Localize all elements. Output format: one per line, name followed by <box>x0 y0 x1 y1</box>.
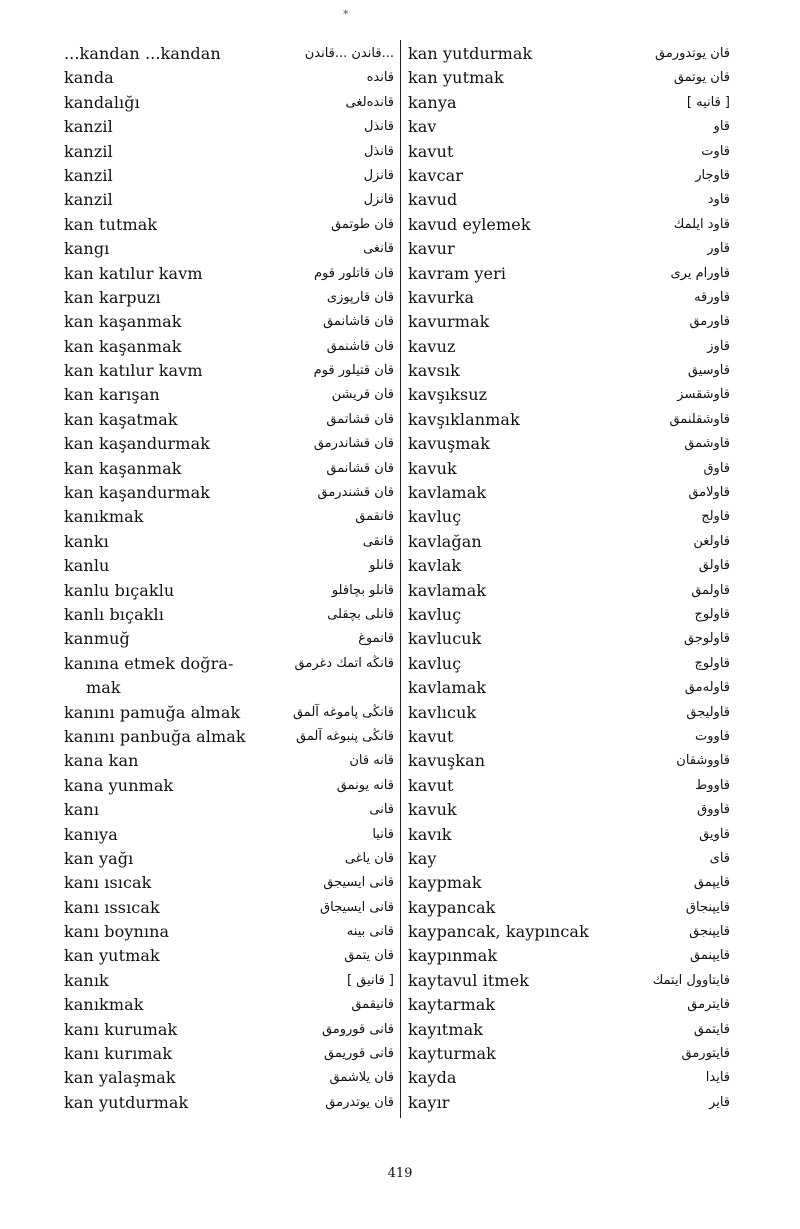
entry-latin: kana yunmak <box>64 775 174 795</box>
entry-arabic: قان يلاشمق <box>329 1070 394 1086</box>
entry-latin: kanıya <box>64 824 118 844</box>
dictionary-entry <box>408 383 730 407</box>
dictionary-entry <box>408 505 730 529</box>
entry-latin: kan yutmak <box>408 68 504 88</box>
dictionary-entry <box>64 383 394 407</box>
entry-arabic: قان قريشن <box>331 387 394 403</box>
entry-latin: kavud <box>408 190 458 210</box>
entry-latin: kanıkmak <box>64 995 144 1015</box>
entry-latin: kavluç <box>408 604 462 624</box>
dictionary-entry <box>408 774 730 798</box>
entry-arabic: قاووق <box>697 802 730 818</box>
entry-arabic: قان قشاندرمق <box>313 436 394 452</box>
entry-arabic: قاوق <box>703 460 730 476</box>
entry-latin: kavut <box>408 726 454 746</box>
entry-latin: kanlu <box>64 556 110 576</box>
entry-arabic: قانه قان <box>349 753 394 769</box>
entry-latin: kanık <box>64 970 109 990</box>
entry-arabic: قانغى <box>363 241 394 257</box>
entry-latin: kaypancak, kaypıncak <box>408 922 589 942</box>
entry-latin: kanı ısıcak <box>64 873 152 893</box>
entry-latin: kan karpuzı <box>64 287 161 307</box>
entry-arabic: قانى قورومق <box>321 1021 394 1037</box>
dictionary-entry <box>64 115 394 139</box>
dictionary-entry <box>408 920 730 944</box>
dictionary-entry <box>408 579 730 603</box>
dictionary-entry <box>408 335 730 359</box>
entry-arabic: قاود ايلمك <box>673 216 730 232</box>
dictionary-entry <box>408 749 730 773</box>
entry-arabic: قانزل <box>363 192 394 208</box>
entry-arabic: قان ياغى <box>344 850 394 866</box>
dictionary-entry <box>64 188 394 212</box>
entry-arabic: قاوجار <box>695 167 730 183</box>
entry-arabic: قاولوچ <box>694 655 730 671</box>
entry-arabic: قانى قوريمق <box>324 1046 394 1062</box>
dictionary-entry <box>64 1042 394 1066</box>
dictionary-entry <box>408 237 730 261</box>
dictionary-entry <box>408 530 730 554</box>
entry-latin: kaypınmak <box>408 946 498 966</box>
entry-arabic: ...قاندن ...قاندن <box>304 46 394 61</box>
dictionary-entry <box>64 359 394 383</box>
entry-arabic: قانه يونمق <box>336 777 394 793</box>
dictionary-entry <box>408 823 730 847</box>
entry-arabic: قايپنجق <box>689 924 730 940</box>
entry-latin: kavluç <box>408 507 462 527</box>
dictionary-entry <box>64 725 394 749</box>
entry-latin: kavuz <box>408 336 456 356</box>
entry-latin: kavsık <box>408 361 460 381</box>
entry-arabic: قان يوتدرمق <box>325 1094 394 1110</box>
entry-latin: kavurka <box>408 287 475 307</box>
entry-latin: kaytavul itmek <box>408 970 530 990</box>
dictionary-entry <box>64 774 394 798</box>
entry-arabic: قاولەمق <box>684 680 730 696</box>
entry-arabic: قايتاوول ايتمك <box>652 972 730 988</box>
dictionary-entry <box>408 725 730 749</box>
dictionary-entry <box>408 140 730 164</box>
entry-latin: kanı kurımak <box>64 1044 173 1064</box>
entry-arabic: قاوت <box>701 143 730 159</box>
entry-latin: kavşıksuz <box>408 385 488 405</box>
entry-arabic: قانڭه اتمك دغرمق <box>294 655 394 671</box>
entry-arabic: قانده <box>366 70 394 86</box>
entry-latin: mak <box>86 678 121 698</box>
entry-arabic: قاولغن <box>693 533 730 549</box>
entry-latin: kanlı bıçaklı <box>64 604 164 624</box>
entry-latin: kan kaşandurmak <box>64 483 211 503</box>
entry-arabic: قانذل <box>363 143 394 159</box>
entry-arabic: قاوشقلنمق <box>669 411 730 427</box>
entry-latin: kavcar <box>408 165 464 185</box>
dictionary-entry <box>64 505 394 529</box>
entry-latin: kavşıklanmak <box>408 409 520 429</box>
dictionary-entry <box>64 1066 394 1090</box>
dictionary-entry <box>408 896 730 920</box>
entry-arabic: قانى ايسيجق <box>323 875 394 891</box>
dictionary-entry <box>64 676 394 700</box>
entry-arabic: قايترمق <box>687 997 730 1013</box>
entry-latin: kanını pamuğa almak <box>64 702 241 722</box>
entry-latin: kaytarmak <box>408 995 496 1015</box>
dictionary-entry <box>64 823 394 847</box>
dictionary-entry <box>64 91 394 115</box>
entry-arabic: قانيقمق <box>351 997 394 1013</box>
entry-latin: kangı <box>64 239 110 259</box>
dictionary-entry <box>64 554 394 578</box>
entry-latin: kavık <box>408 824 452 844</box>
entry-arabic: قان يوتدورمق <box>655 46 730 61</box>
entry-arabic: قاويق <box>699 826 730 842</box>
entry-latin: kanlu bıçaklu <box>64 580 175 600</box>
entry-latin: kavram yeri <box>408 263 507 283</box>
dictionary-entry <box>64 749 394 773</box>
column-divider <box>400 40 401 1118</box>
dictionary-entry <box>64 871 394 895</box>
entry-arabic: قاولق <box>698 558 730 574</box>
entry-arabic: قان قشندرمق <box>317 485 394 501</box>
dictionary-entry <box>64 627 394 651</box>
top-mark: * <box>343 8 349 21</box>
dictionary-entry <box>64 335 394 359</box>
entry-latin: kaypancak <box>408 897 496 917</box>
dictionary-entry <box>408 262 730 286</box>
entry-arabic: قاورمق <box>689 314 730 330</box>
entry-arabic: قانلى بچقلى <box>327 606 394 622</box>
entry-arabic: قان قاتلور قوم <box>313 265 394 281</box>
entry-latin: kaypmak <box>408 873 482 893</box>
entry-arabic: قان قشانمق <box>326 460 394 476</box>
entry-latin: kayıtmak <box>408 1019 484 1039</box>
entry-latin: kavlağan <box>408 531 482 551</box>
dictionary-entry <box>64 262 394 286</box>
entry-latin: kavlıcuk <box>408 702 477 722</box>
entry-latin: kan kaşandurmak <box>64 434 211 454</box>
right-column <box>408 42 730 1115</box>
entry-arabic: قايپنمق <box>690 948 730 964</box>
entry-arabic: قانلو <box>369 558 394 574</box>
entry-arabic: قانڭى پنبوغه آلمق <box>296 728 394 744</box>
entry-arabic: قاود <box>707 192 730 208</box>
entry-latin: ...kandan ...kandan <box>64 44 221 63</box>
dictionary-entry <box>408 676 730 700</box>
entry-arabic: قانڭى پاموغه آلمق <box>292 704 394 720</box>
dictionary-entry <box>408 481 730 505</box>
dictionary-entry <box>408 871 730 895</box>
entry-latin: kav <box>408 117 437 137</box>
dictionary-entry <box>64 969 394 993</box>
dictionary-entry <box>64 140 394 164</box>
dictionary-entry <box>64 310 394 334</box>
entry-latin: kavuşkan <box>408 751 486 771</box>
dictionary-entry <box>64 432 394 456</box>
dictionary-entry <box>64 798 394 822</box>
entry-latin: kanzil <box>64 117 113 137</box>
dictionary-entry <box>408 847 730 871</box>
entry-latin: kan yalaşmak <box>64 1068 176 1088</box>
entry-arabic: قاولامق <box>688 485 730 501</box>
entry-latin: kavur <box>408 239 455 259</box>
entry-arabic: قاوشقسز <box>677 387 730 403</box>
entry-latin: kan kaşanmak <box>64 312 182 332</box>
entry-latin: kanıkmak <box>64 507 144 527</box>
entry-arabic: قايپنجاق <box>685 899 730 915</box>
entry-arabic: قايتمق <box>693 1021 730 1037</box>
entry-arabic: قايپمق <box>693 875 730 891</box>
entry-arabic: قاولوج <box>694 606 730 622</box>
entry-latin: kanmuğ <box>64 629 130 649</box>
entry-latin: kanı <box>64 800 100 820</box>
dictionary-entry <box>64 42 394 66</box>
entry-latin: kandalığı <box>64 92 140 112</box>
entry-latin: kanzil <box>64 165 113 185</box>
entry-latin: kan kaşatmak <box>64 409 178 429</box>
dictionary-entry <box>408 91 730 115</box>
dictionary-entry <box>64 701 394 725</box>
dictionary-entry <box>408 310 730 334</box>
dictionary-entry <box>408 944 730 968</box>
dictionary-entry <box>64 1018 394 1042</box>
entry-arabic: قانذل <box>363 119 394 135</box>
entry-latin: kanzil <box>64 190 113 210</box>
entry-latin: kayır <box>408 1092 450 1112</box>
entry-latin: kavuşmak <box>408 434 490 454</box>
entry-latin: kanzil <box>64 141 113 161</box>
dictionary-entry <box>408 66 730 90</box>
dictionary-entry <box>64 66 394 90</box>
entry-arabic: [ قانيق ] <box>347 972 394 988</box>
dictionary-entry <box>408 627 730 651</box>
entry-arabic: قاورام يرى <box>670 265 730 281</box>
entry-arabic: قاو <box>713 119 730 135</box>
entry-arabic: قانى <box>369 802 394 818</box>
dictionary-entry <box>64 896 394 920</box>
entry-latin: kavut <box>408 141 454 161</box>
entry-latin: kan katılur kavm <box>64 361 203 381</box>
entry-latin: kankı <box>64 531 109 551</box>
dictionary-entry <box>408 213 730 237</box>
entry-latin: kayda <box>408 1068 457 1088</box>
dictionary-entry <box>408 554 730 578</box>
entry-arabic: قاوسيق <box>687 363 730 379</box>
entry-latin: kan kaşanmak <box>64 458 182 478</box>
dictionary-entry <box>64 993 394 1017</box>
entry-arabic: قان يوتمق <box>673 70 730 86</box>
dictionary-entry <box>64 213 394 237</box>
entry-arabic: قاى <box>709 850 730 866</box>
dictionary-entry <box>408 652 730 676</box>
entry-arabic: قاور <box>707 241 730 257</box>
entry-latin: kavlamak <box>408 678 487 698</box>
dictionary-entry <box>64 408 394 432</box>
dictionary-entry <box>64 164 394 188</box>
entry-latin: kavlucuk <box>408 629 482 649</box>
entry-arabic: قانلو بچاقلو <box>331 582 394 598</box>
dictionary-entry <box>408 1042 730 1066</box>
dictionary-entry <box>408 701 730 725</box>
entry-latin: kan yağı <box>64 848 134 868</box>
entry-latin: kavlak <box>408 556 462 576</box>
dictionary-entry <box>408 115 730 139</box>
entry-arabic: قاووشقان <box>676 753 730 769</box>
entry-latin: kan yutmak <box>64 946 160 966</box>
dictionary-entry <box>64 847 394 871</box>
dictionary-entry <box>408 457 730 481</box>
entry-arabic: قاوشمق <box>684 436 730 452</box>
entry-latin: kavlamak <box>408 483 487 503</box>
entry-arabic: قاندەلغى <box>345 94 394 110</box>
entry-arabic: [ قانيه ] <box>686 94 730 110</box>
dictionary-entry <box>408 164 730 188</box>
entry-arabic: قاولج <box>701 509 730 525</box>
entry-latin: kanına etmek doğra- <box>64 653 234 673</box>
dictionary-entry <box>64 1091 394 1115</box>
dictionary-entry <box>408 969 730 993</box>
entry-latin: kavuk <box>408 800 457 820</box>
dictionary-entry <box>408 408 730 432</box>
dictionary-entry <box>64 286 394 310</box>
dictionary-entry <box>64 652 394 676</box>
entry-latin: kan yutdurmak <box>64 1092 189 1112</box>
entry-latin: kavuk <box>408 458 457 478</box>
entry-latin: kan tutmak <box>64 214 158 234</box>
entry-arabic: قانقمق <box>355 509 394 525</box>
entry-arabic: قان قتيلور قوم <box>313 363 394 379</box>
entry-arabic: قاووط <box>695 777 730 793</box>
entry-arabic: قاولمق <box>691 582 730 598</box>
entry-arabic: قان طوتمق <box>331 216 394 232</box>
dictionary-entry <box>64 481 394 505</box>
entry-arabic: قانقى <box>362 533 394 549</box>
entry-latin: kanı boynına <box>64 922 170 942</box>
entry-latin: kan katılur kavm <box>64 263 203 283</box>
dictionary-entry <box>64 603 394 627</box>
dictionary-entry <box>408 42 730 66</box>
dictionary-entry <box>408 359 730 383</box>
entry-arabic: قايدا <box>705 1070 730 1086</box>
entry-latin: kavut <box>408 775 454 795</box>
entry-latin: kanda <box>64 68 114 88</box>
entry-latin: kanya <box>408 92 457 112</box>
dictionary-entry <box>64 579 394 603</box>
entry-arabic: قانى بينه <box>346 924 394 940</box>
entry-latin: kavud eylemek <box>408 214 531 234</box>
dictionary-entry <box>408 1091 730 1115</box>
dictionary-entry <box>408 798 730 822</box>
entry-arabic: قاير <box>709 1094 730 1110</box>
page-number: 419 <box>387 1166 413 1181</box>
entry-arabic: قاووت <box>695 728 730 744</box>
entry-latin: kavlamak <box>408 580 487 600</box>
dictionary-entry <box>64 944 394 968</box>
entry-latin: kan yutdurmak <box>408 44 533 63</box>
entry-arabic: قانيا <box>372 826 394 842</box>
entry-latin: kavluç <box>408 653 462 673</box>
dictionary-entry <box>64 237 394 261</box>
entry-latin: kayturmak <box>408 1044 496 1064</box>
entry-latin: kay <box>408 848 437 868</box>
entry-arabic: قانزل <box>363 167 394 183</box>
dictionary-entry <box>408 432 730 456</box>
entry-arabic: قان قشاتمق <box>326 411 394 427</box>
dictionary-entry <box>64 530 394 554</box>
entry-arabic: قاولوجق <box>683 631 730 647</box>
entry-arabic: قاوليجق <box>686 704 730 720</box>
dictionary-entry <box>64 457 394 481</box>
dictionary-entry <box>408 1018 730 1042</box>
entry-latin: kana kan <box>64 751 139 771</box>
entry-latin: kavurmak <box>408 312 490 332</box>
dictionary-entry <box>408 188 730 212</box>
entry-arabic: قاوز <box>707 338 730 354</box>
entry-arabic: قانموغ <box>358 631 394 647</box>
entry-arabic: قايتورمق <box>681 1046 730 1062</box>
entry-arabic: قانى ايسيجاق <box>320 899 394 915</box>
entry-latin: kanı ıssıcak <box>64 897 160 917</box>
dictionary-entry <box>408 286 730 310</box>
dictionary-entry <box>408 603 730 627</box>
entry-arabic: قان قاشنمق <box>326 338 394 354</box>
left-column <box>64 42 394 1115</box>
entry-latin: kanı kurumak <box>64 1019 178 1039</box>
entry-arabic: قان قاشانمق <box>323 314 394 330</box>
entry-arabic: قان قارپوزى <box>326 289 394 305</box>
entry-latin: kan kaşanmak <box>64 336 182 356</box>
entry-latin: kanını panbuğa almak <box>64 726 246 746</box>
dictionary-entry <box>408 993 730 1017</box>
entry-latin: kan karışan <box>64 385 160 405</box>
dictionary-entry <box>64 920 394 944</box>
dictionary-entry <box>408 1066 730 1090</box>
entry-arabic: قاورقه <box>694 289 730 305</box>
entry-arabic: قان يتمق <box>344 948 394 964</box>
